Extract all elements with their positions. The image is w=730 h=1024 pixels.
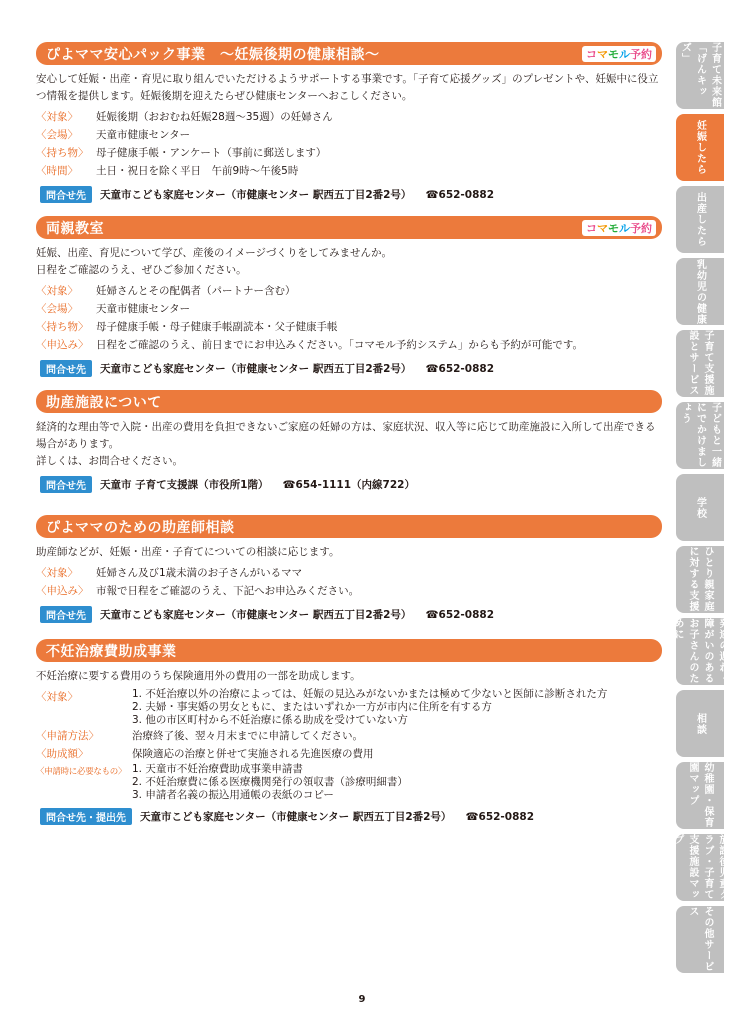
info-row xyxy=(36,126,662,144)
info-value-line: 天童市健康センター xyxy=(96,303,191,315)
contact-line xyxy=(36,606,662,623)
reservation-badge xyxy=(582,220,656,236)
info-label: 〈対象〉 xyxy=(36,111,78,123)
section xyxy=(36,639,662,825)
index-tab[interactable]: ひとり親家庭に対する支援 xyxy=(676,546,724,613)
info-value-line: 治療終了後、翌々月末までに申請してください。 xyxy=(132,730,363,742)
description: 不妊治療に要する費用のうち保険適用外の費用の一部を助成します。 xyxy=(36,670,361,682)
info-row xyxy=(36,582,662,600)
badge-char: マ xyxy=(597,47,608,61)
info-value xyxy=(132,763,662,802)
section-header xyxy=(36,639,662,662)
info-value-line: 母子健康手帳・母子健康手帳副読本・父子健康手帳 xyxy=(96,321,338,333)
info-label: 〈申請方法〉 xyxy=(36,730,99,742)
info-value xyxy=(96,126,662,144)
info-value-line: 妊娠後期（おおむね妊娠28週～35週）の妊婦さん xyxy=(96,111,333,123)
badge-char: コ xyxy=(586,221,597,235)
contact-phone: ☎652-0882 xyxy=(425,362,495,375)
info-row xyxy=(36,727,662,745)
info-row xyxy=(36,564,662,582)
info-value-line: 3. 他の市区町村から不妊治療に係る助成を受けていない方 xyxy=(132,714,408,726)
contact-badge: 問合せ先 xyxy=(40,186,92,203)
index-tabs xyxy=(672,42,728,978)
info-row xyxy=(36,318,662,336)
contact-badge: 問合せ先 xyxy=(40,606,92,623)
reservation-badge xyxy=(582,46,656,62)
index-tab[interactable]: 乳幼児の健康 xyxy=(676,258,724,325)
contact-line xyxy=(36,186,662,203)
info-value xyxy=(132,688,662,727)
contact-phone: ☎652-0882 xyxy=(425,188,495,201)
main-content xyxy=(36,42,662,825)
index-tab[interactable]: 子育て支援施設とサービス xyxy=(676,330,724,397)
info-label: 〈申込み〉 xyxy=(36,339,89,351)
info-label: 〈持ち物〉 xyxy=(36,321,89,333)
index-tab[interactable]: 放課後児童クラブ・子育て支援施設マップ xyxy=(672,834,728,900)
info-label: 〈申請時に必要なもの〉 xyxy=(36,767,127,777)
info-label: 〈会場〉 xyxy=(36,303,78,315)
info-value xyxy=(96,282,662,300)
info-row xyxy=(36,282,662,300)
section-title: ぴよママのための助産師相談 xyxy=(46,519,235,536)
info-row xyxy=(36,688,662,727)
page-number: 9 xyxy=(358,994,366,1005)
badge-char: ル xyxy=(619,47,630,61)
section-header xyxy=(36,390,662,413)
description: 詳しくは、お問合せください。 xyxy=(36,455,183,467)
contact-text: 天童市こども家庭センター（市健康センター 駅西五丁目2番2号） xyxy=(100,189,412,201)
info-value-line: 母子健康手帳・アンケート（事前に郵送します） xyxy=(96,147,327,159)
contact-text: 天童市こども家庭センター（市健康センター 駅西五丁目2番2号） xyxy=(100,609,412,621)
info-value-line: 保険適応の治療と併せて実施される先進医療の費用 xyxy=(132,748,374,760)
description: 経済的な理由等で入院・出産の費用を負担できないご家庭の妊婦の方は、家庭状況、収入等に応じて助産施設に入所して出産できる場合があります。 xyxy=(36,421,656,450)
info-value-line: 3. 申請者名義の振込用通帳の表紙のコピー xyxy=(132,789,334,801)
info-value xyxy=(132,745,662,763)
info-label: 〈持ち物〉 xyxy=(36,147,89,159)
description: 安心して妊娠・出産・育児に取り組んでいただけるようサポートする事業です。「子育て応援グッズ」のプレゼントや、妊娠中に役立つ情報を提供します。妊娠後期を迎えたらぜひ健康センターへおこしください。 xyxy=(36,73,659,102)
info-value-line: 1. 天童市不妊治療費助成事業申請書 xyxy=(132,763,303,775)
info-row xyxy=(36,336,662,354)
info-value-line: 2. 不妊治療費に係る医療機関発行の領収書（診療明細書） xyxy=(132,776,408,788)
info-label: 〈時間〉 xyxy=(36,165,78,177)
contact-text: 天童市 子育て支援課（市役所1階） xyxy=(100,479,269,491)
index-tab[interactable]: 幼稚園・保育園マップ xyxy=(676,762,724,829)
info-label: 〈申込み〉 xyxy=(36,585,89,597)
badge-char: コ xyxy=(586,47,597,61)
section-title: 助産施設について xyxy=(46,394,162,411)
badge-char: ル xyxy=(619,221,630,235)
contact-badge: 問合せ先 xyxy=(40,476,92,493)
index-tab[interactable]: 子育て未来館「げんキッズ」 xyxy=(676,42,724,109)
section xyxy=(36,216,662,377)
section-header xyxy=(36,216,662,239)
section-title: 両親教室 xyxy=(46,220,104,237)
index-tab[interactable]: 学校 xyxy=(676,474,724,541)
index-tab[interactable]: 発達の遅れ・障がいのあるお子さんのために xyxy=(672,618,728,684)
info-value-line: 市報で日程をご確認のうえ、下記へお申込みください。 xyxy=(96,585,360,597)
section xyxy=(36,515,662,623)
badge-char: 予約 xyxy=(630,221,652,235)
contact-phone: ☎652-0882 xyxy=(425,608,495,621)
info-value xyxy=(96,144,662,162)
info-value xyxy=(96,582,662,600)
contact-text: 天童市こども家庭センター（市健康センター 駅西五丁目2番2号） xyxy=(140,811,452,823)
info-row xyxy=(36,300,662,318)
contact-badge: 問合せ先 xyxy=(40,360,92,377)
badge-char: マ xyxy=(597,221,608,235)
info-value-line: 土日・祝日を除く平日 午前9時～午後5時 xyxy=(96,165,299,177)
contact-text: 天童市こども家庭センター（市健康センター 駅西五丁目2番2号） xyxy=(100,363,412,375)
index-tab[interactable]: 相談 xyxy=(676,690,724,757)
index-tab[interactable]: 妊娠したら xyxy=(676,114,724,181)
info-value xyxy=(96,564,662,582)
badge-char: 予約 xyxy=(630,47,652,61)
badge-char: モ xyxy=(608,221,619,235)
info-row xyxy=(36,144,662,162)
description: 妊娠、出産、育児について学び、産後のイメージづくりをしてみませんか。 xyxy=(36,247,393,259)
description: 助産師などが、妊娠・出産・子育てについての相談に応じます。 xyxy=(36,546,340,558)
info-row xyxy=(36,763,662,802)
info-value-line: 日程をご確認のうえ、前日までにお申込みください。「コマモル予約システム」からも予約が可能です。 xyxy=(96,339,583,351)
info-value-line: 1. 不妊治療以外の治療によっては、妊娠の見込みがないかまたは極めて少ないと医師に診断された方 xyxy=(132,688,608,700)
section-header xyxy=(36,42,662,65)
info-label: 〈会場〉 xyxy=(36,129,78,141)
info-value-line: 妊婦さん及び1歳未満のお子さんがいるママ xyxy=(96,567,303,579)
info-label: 〈対象〉 xyxy=(36,567,78,579)
contact-phone: ☎654-1111（内線722） xyxy=(282,479,415,491)
info-label: 〈対象〉 xyxy=(36,285,78,297)
info-value xyxy=(96,300,662,318)
description: 日程をご確認のうえ、ぜひご参加ください。 xyxy=(36,264,247,276)
info-value-line: 2. 夫婦・事実婚の男女ともに、またはいずれか一方が市内に住所を有する方 xyxy=(132,701,492,713)
section xyxy=(36,42,662,203)
info-value xyxy=(96,162,662,180)
info-row xyxy=(36,108,662,126)
index-tab[interactable]: 子どもと一緒にでかけましょう xyxy=(676,402,724,469)
info-row xyxy=(36,745,662,763)
section-title: 不妊治療費助成事業 xyxy=(46,643,177,660)
info-label: 〈対象〉 xyxy=(36,691,78,703)
contact-line xyxy=(36,808,662,825)
contact-line xyxy=(36,476,662,493)
section xyxy=(36,390,662,493)
info-row xyxy=(36,162,662,180)
info-label: 〈助成額〉 xyxy=(36,748,89,760)
badge-char: モ xyxy=(608,47,619,61)
section-title: ぴよママ安心パック事業 ～妊娠後期の健康相談～ xyxy=(46,46,380,63)
index-tab[interactable]: 出産したら xyxy=(676,186,724,253)
info-value-line: 妊婦さんとその配偶者（パートナー含む） xyxy=(96,285,296,297)
contact-badge: 問合せ先・提出先 xyxy=(40,808,132,825)
section-header xyxy=(36,515,662,538)
info-value xyxy=(96,108,662,126)
index-tab[interactable]: その他サービス xyxy=(676,906,724,973)
info-value xyxy=(132,727,662,745)
info-value xyxy=(96,318,662,336)
info-value-line: 天童市健康センター xyxy=(96,129,191,141)
contact-phone: ☎652-0882 xyxy=(465,810,535,823)
info-value xyxy=(96,336,662,354)
contact-line xyxy=(36,360,662,377)
